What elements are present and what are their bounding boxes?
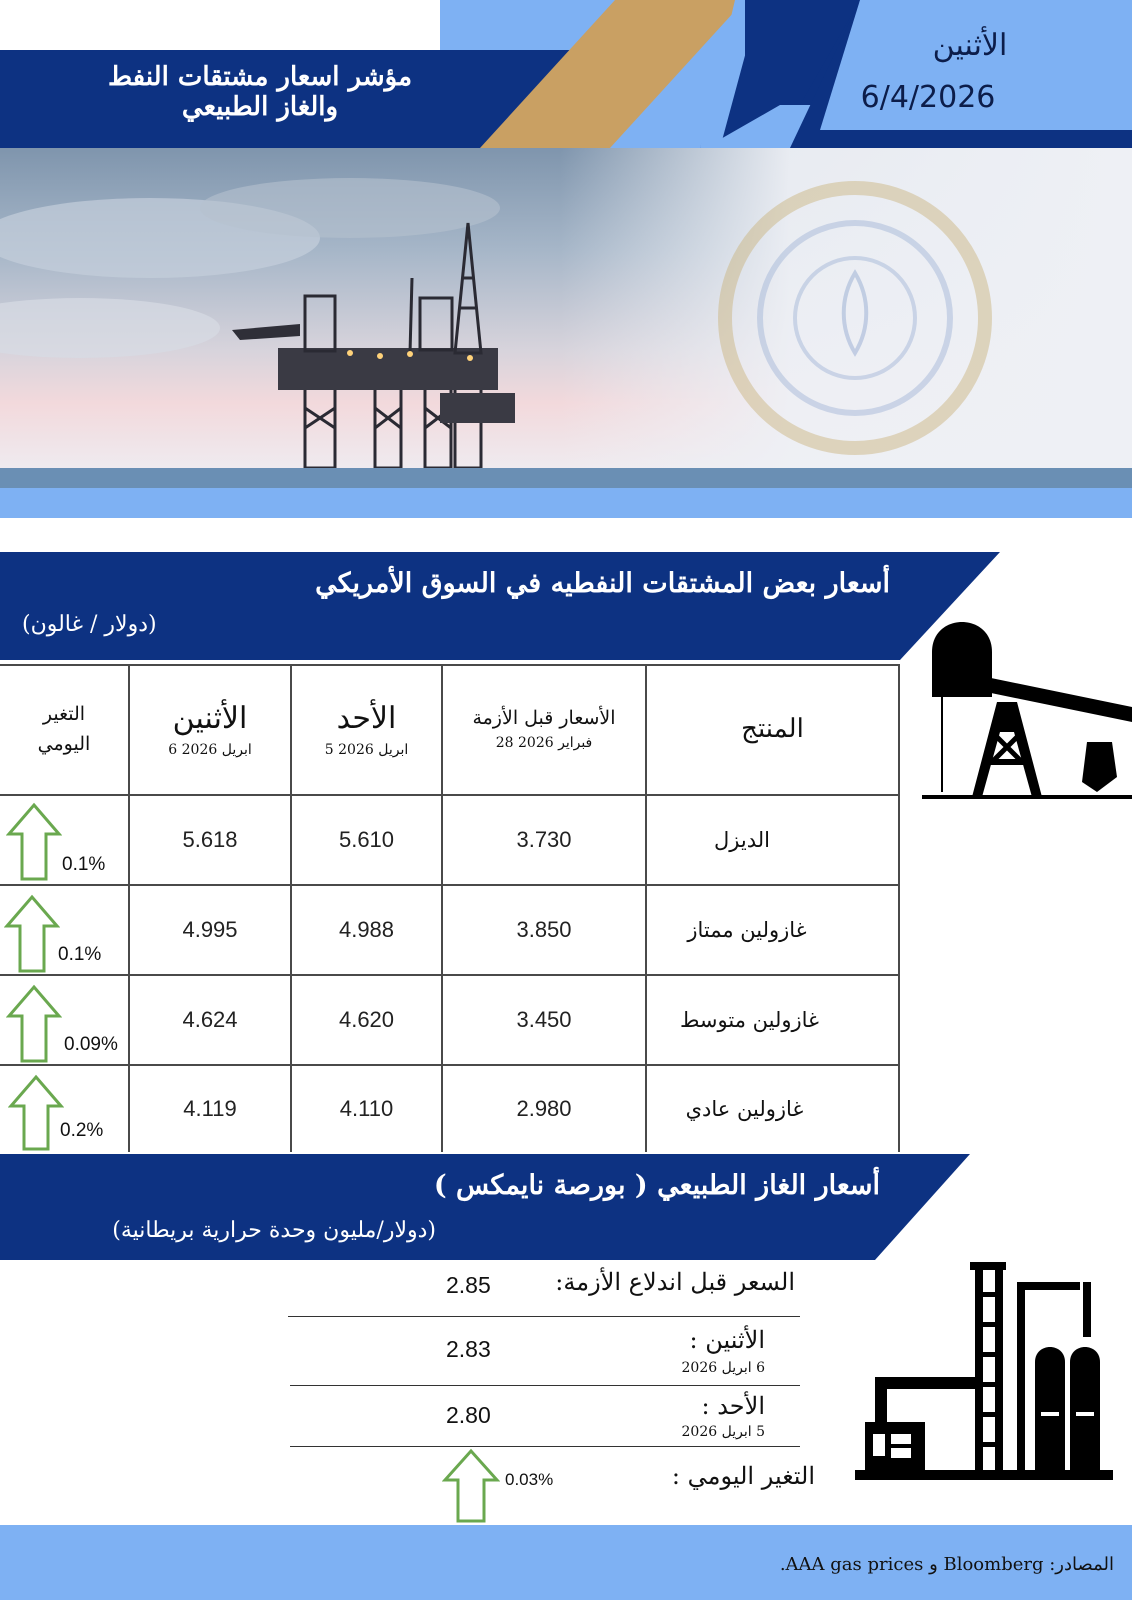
gas-sunday-date: 5 ابريل 2026: [681, 1424, 765, 1440]
gas-section-title: أسعار الغاز الطبيعي ( بورصة نايمكس ): [433, 1170, 880, 1201]
refinery-icon: [855, 1262, 1115, 1482]
gas-monday-date: 6 ابريل 2026: [681, 1360, 765, 1376]
up-arrow-icon: [6, 984, 62, 1064]
page-title-line1: مؤشر اسعار مشتقات النفط: [107, 62, 412, 92]
product-name: غازولين متوسط: [679, 1008, 820, 1032]
header-date: 6/4/2026: [860, 80, 996, 115]
page-title: [60, 62, 460, 122]
gas-divider: [290, 1446, 800, 1447]
col-header-sunday-date: 5 ابريل 2026: [324, 741, 409, 758]
col-header-change: [0, 664, 128, 794]
gas-section-unit: (دولار/مليون وحدة حرارية بريطانية): [112, 1218, 436, 1243]
precrisis-price: 3.850: [516, 917, 572, 942]
page-title-line2: والغاز الطبيعي: [181, 92, 339, 122]
col-header-change-line1: التغير: [42, 703, 86, 725]
products-section-title: أسعار بعض المشتقات النفطيه في السوق الأمريكي: [315, 568, 890, 599]
col-header-monday-label: الأثنين: [172, 700, 248, 736]
col-header-monday-date: 6 ابريل 2026: [168, 741, 252, 758]
hero-sea: [0, 468, 1132, 488]
oil-rig-photo: [0, 148, 1132, 488]
gas-change-label: التغير اليومي :: [671, 1462, 815, 1490]
monday-price: 4.119: [183, 1096, 237, 1121]
up-arrow-icon: [6, 802, 62, 882]
up-arrow-icon: [4, 894, 60, 974]
sunday-price: 4.620: [338, 1007, 395, 1032]
daily-change: 0.1%: [62, 854, 106, 875]
col-header-product-label: المنتج: [741, 714, 804, 744]
sunday-price: 4.110: [339, 1096, 394, 1121]
col-header-sunday-label: الأحد: [336, 700, 397, 736]
gas-sunday-label: الأحد :: [701, 1392, 765, 1420]
col-header-product: [647, 664, 898, 794]
sunday-price: 4.988: [338, 917, 395, 942]
gas-divider: [288, 1316, 800, 1317]
gas-divider: [290, 1385, 800, 1386]
header-day: الأثنين: [932, 28, 1008, 63]
daily-change: 0.1%: [58, 944, 102, 965]
gas-sunday-value: 2.80: [446, 1402, 491, 1428]
col-header-precrisis-label: الأسعار قبل الأزمة: [472, 707, 616, 729]
product-name: غازولين ممتاز: [687, 918, 807, 942]
precrisis-price: 2.980: [516, 1096, 572, 1121]
col-header-monday: [130, 664, 290, 794]
footer-sources: المصادر: Bloomberg و AAA gas prices.: [779, 1554, 1114, 1575]
col-header-sunday: [292, 664, 441, 794]
gas-precrisis-value: 2.85: [446, 1272, 491, 1298]
monday-price: 4.995: [182, 917, 238, 942]
products-section-unit: (دولار / غالون): [22, 612, 157, 637]
up-arrow-icon: [8, 1074, 64, 1152]
daily-change: 0.2%: [60, 1120, 104, 1141]
oapec-emblem-watermark: [715, 178, 995, 458]
hero-bottom-strip: [0, 488, 1132, 518]
gas-monday-label: الأثنين :: [689, 1326, 765, 1354]
monday-price: 5.618: [182, 827, 238, 852]
col-header-precrisis: [443, 664, 645, 794]
col-header-change-line2: اليومي: [37, 733, 91, 755]
gas-precrisis-label: السعر قبل اندلاع الأزمة:: [555, 1268, 795, 1296]
col-header-precrisis-date: 28 فبراير 2026: [495, 735, 593, 751]
gas-monday-value: 2.83: [446, 1336, 491, 1362]
pumpjack-icon: [922, 612, 1132, 812]
product-name: الديزل: [714, 828, 770, 852]
precrisis-price: 3.730: [516, 827, 572, 852]
gas-change-value: 0.03%: [505, 1470, 554, 1489]
daily-change: 0.09%: [64, 1034, 118, 1055]
products-table: [0, 664, 900, 1152]
monday-price: 4.624: [182, 1007, 238, 1032]
up-arrow-icon: [442, 1448, 500, 1524]
precrisis-price: 3.450: [516, 1007, 572, 1032]
sunday-price: 5.610: [338, 827, 395, 852]
table-col-divider: [898, 664, 900, 1152]
product-name: غازولين عادي: [685, 1097, 804, 1121]
